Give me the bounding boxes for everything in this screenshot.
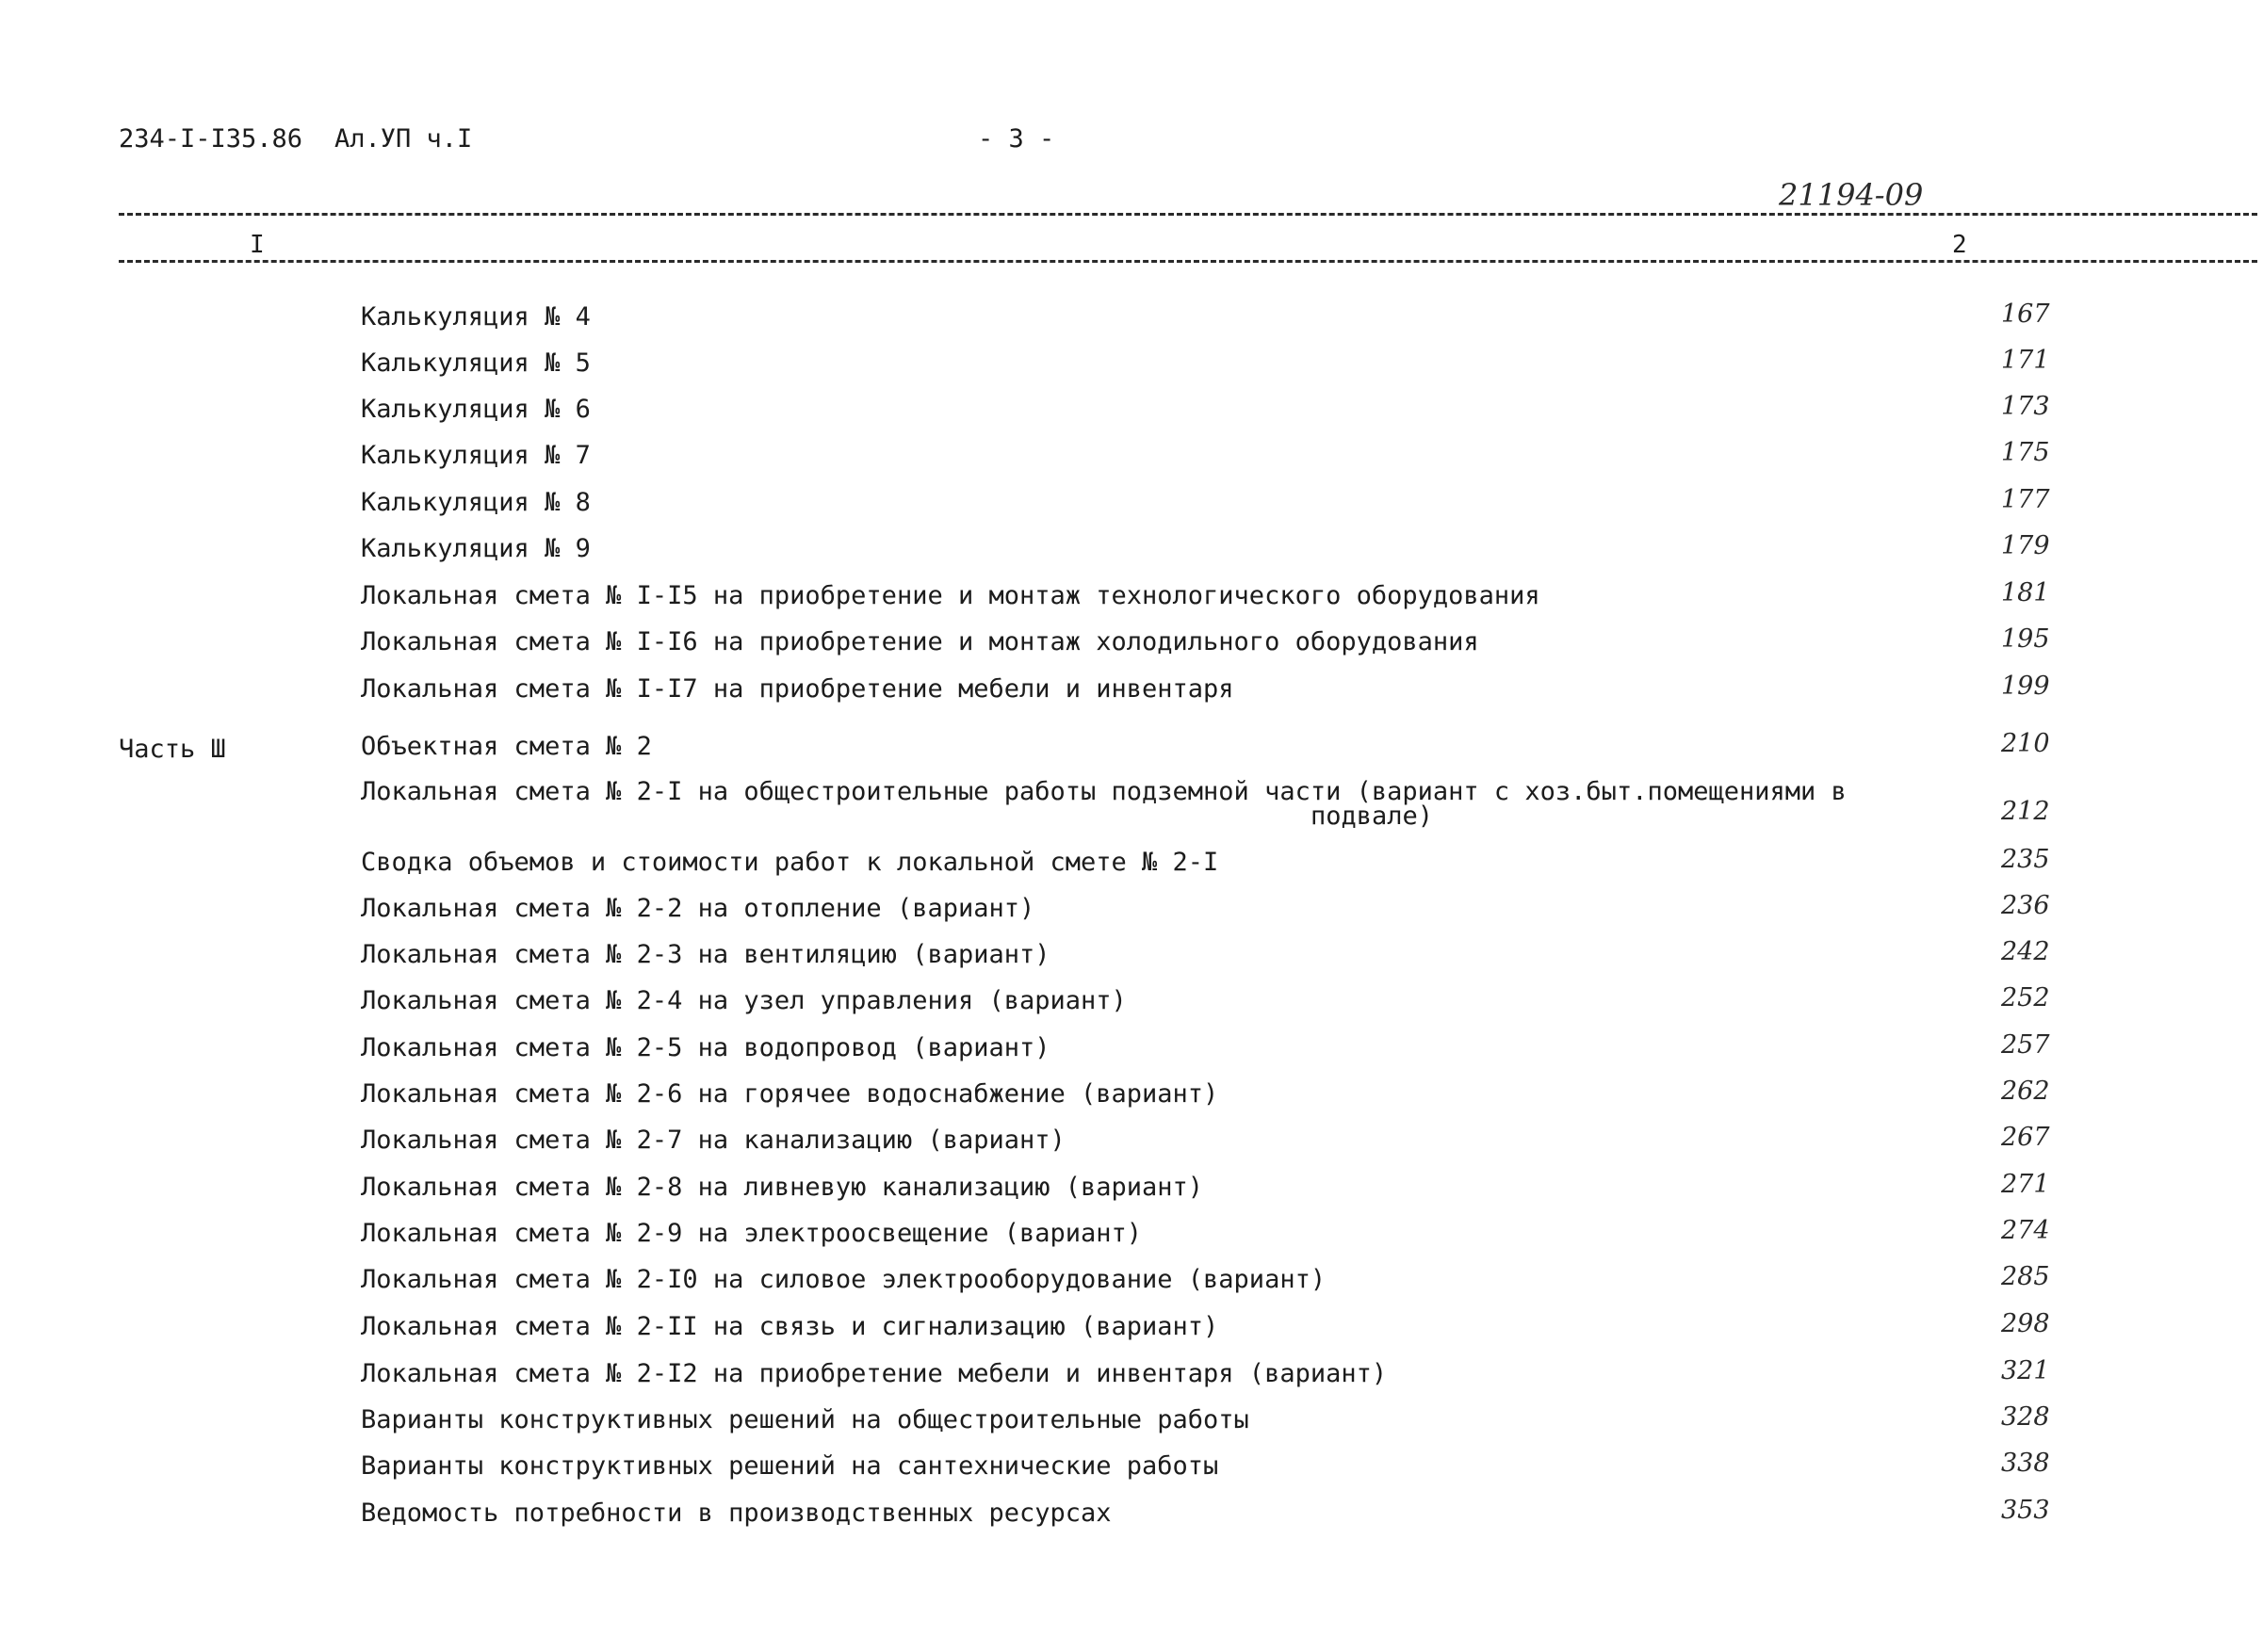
toc-row xyxy=(0,1166,2263,1211)
toc-row xyxy=(0,296,2263,341)
entry-page-number: 353 xyxy=(2001,1496,2050,1525)
entry-title-line: Локальная смета № 2-I на общестроительные работы подземной части (вариант с хоз.быт.помещениями в xyxy=(361,777,1847,806)
entry-title-line: Калькуляция № 5 xyxy=(361,348,591,378)
entry-title xyxy=(361,1498,1112,1528)
toc-row xyxy=(0,1027,2263,1072)
entry-page-number: 298 xyxy=(2001,1309,2050,1338)
entry-title xyxy=(361,1079,1219,1109)
entry-title xyxy=(361,1128,1066,1153)
toc-row xyxy=(0,1352,2263,1398)
entry-title-line: Локальная смета № 2-3 на вентиляцию (вариант) xyxy=(361,940,1050,969)
toc-row xyxy=(0,1399,2263,1444)
entry-page-number: 199 xyxy=(2001,672,2050,701)
toc-row xyxy=(0,1119,2263,1164)
entry-title xyxy=(361,1451,1219,1481)
toc-row xyxy=(0,770,2263,831)
entry-page-number: 274 xyxy=(2001,1216,2050,1245)
part-label: Часть Ш xyxy=(119,735,226,764)
entry-page-number: 173 xyxy=(2001,392,2050,421)
toc-row xyxy=(0,1212,2263,1257)
entry-title-line: Локальная смета № 2-4 на узел управления (вариант) xyxy=(361,986,1127,1015)
entry-title-line: Объектная смета № 2 xyxy=(361,732,652,761)
entry-page-number: 252 xyxy=(2001,983,2050,1012)
entry-page-number: 235 xyxy=(2001,845,2050,874)
entry-page-number: 167 xyxy=(2001,300,2050,329)
entry-title xyxy=(361,1405,1249,1434)
entry-title-line: Ведомость потребности в производственных ресурсах xyxy=(361,1498,1112,1528)
entry-page-number: 236 xyxy=(2001,891,2050,920)
entry-page-number: 179 xyxy=(2001,531,2050,560)
entry-title-line: Локальная смета № 2-9 на электроосвещение (вариант) xyxy=(361,1219,1143,1248)
entry-title xyxy=(361,1312,1219,1341)
entry-title-line: Локальная смета № 2-7 на канализацию (вариант) xyxy=(361,1126,1066,1155)
entry-title xyxy=(361,674,1234,704)
entry-page-number: 212 xyxy=(2001,797,2050,826)
entry-title xyxy=(361,441,591,470)
toc-row xyxy=(0,668,2263,713)
entry-title-line: Калькуляция № 7 xyxy=(361,441,591,470)
toc-row xyxy=(0,481,2263,526)
entry-title-line: Сводка объемов и стоимости работ к локальной смете № 2-I xyxy=(361,848,1219,877)
entry-title xyxy=(361,1175,1203,1200)
entry-page-number: 271 xyxy=(2001,1170,2050,1199)
entry-page-number: 195 xyxy=(2001,624,2050,654)
entry-title-line: Локальная смета № 2-II на связь и сигнализацию (вариант) xyxy=(361,1312,1219,1341)
toc-row xyxy=(0,1258,2263,1304)
toc-row xyxy=(0,1073,2263,1118)
entry-page-number: 181 xyxy=(2001,578,2050,607)
entry-page-number: 242 xyxy=(2001,937,2050,966)
document-code: 234-I-I35.86 xyxy=(119,124,303,154)
entry-title xyxy=(361,581,1540,610)
toc-row xyxy=(0,388,2263,433)
entry-title-line: Калькуляция № 4 xyxy=(361,302,591,332)
entry-title-line: Локальная смета № 2-8 на ливневую канализацию (вариант) xyxy=(361,1173,1204,1202)
entry-title xyxy=(361,488,591,517)
entry-page-number: 285 xyxy=(2001,1262,2050,1291)
entry-title-line: Локальная смета № I-I5 на приобретение и монтаж технологического оборудования xyxy=(361,581,1540,610)
entry-title xyxy=(361,1265,1327,1294)
entry-page-number: 177 xyxy=(2001,485,2050,514)
entry-title-line: Локальная смета № I-I6 на приобретение и монтаж холодильного оборудования xyxy=(361,627,1479,656)
entry-page-number: 257 xyxy=(2001,1030,2050,1060)
entry-page-number: 175 xyxy=(2001,438,2050,467)
toc-row xyxy=(0,841,2263,886)
column-number-right: 2 xyxy=(1952,231,1967,259)
entry-title xyxy=(361,1033,1050,1062)
toc-row xyxy=(0,1492,2263,1537)
entry-title xyxy=(361,627,1479,656)
entry-title-line: Варианты конструктивных решений на сантехнические работы xyxy=(361,1451,1219,1481)
entry-title-line: Локальная смета № 2-I2 на приобретение мебели и инвентаря (вариант) xyxy=(361,1359,1388,1388)
entry-page-number: 171 xyxy=(2001,346,2050,375)
toc-row xyxy=(0,342,2263,387)
entry-page-number: 328 xyxy=(2001,1402,2050,1432)
toc-row xyxy=(0,887,2263,932)
entry-title-line: Локальная смета № 2-I0 на силовое электрооборудование (вариант) xyxy=(361,1265,1327,1294)
entry-title xyxy=(361,894,1035,923)
entry-page-number: 267 xyxy=(2001,1123,2050,1152)
entry-title-line: Варианты конструктивных решений на общестроительные работы xyxy=(361,1405,1249,1434)
entry-title xyxy=(361,777,1847,831)
entry-page-number: 262 xyxy=(2001,1077,2050,1106)
toc-row xyxy=(0,621,2263,666)
entry-title-line: Калькуляция № 9 xyxy=(361,534,591,563)
toc-row xyxy=(0,1305,2263,1351)
entry-page-number: 210 xyxy=(2001,729,2050,758)
top-dashed-rule xyxy=(119,213,2257,216)
entry-title-line: Локальная смета № 2-5 на водопровод (вариант) xyxy=(361,1033,1050,1062)
entry-title-line: Локальная смета № 2-6 на горячее водоснабжение (вариант) xyxy=(361,1079,1219,1109)
entry-title xyxy=(361,850,1218,875)
column-number-left: I xyxy=(250,231,265,259)
entry-page-number: 338 xyxy=(2001,1449,2050,1478)
album-label: Ал.УП ч.I xyxy=(334,124,473,154)
entry-title-line: Локальная смета № 2-2 на отопление (вариант) xyxy=(361,894,1035,923)
entry-title xyxy=(361,986,1127,1015)
handwritten-stamp: 21194-09 xyxy=(1779,177,1924,213)
entry-title xyxy=(361,1359,1388,1388)
toc-row xyxy=(0,980,2263,1025)
entry-title xyxy=(361,940,1050,969)
toc-row xyxy=(0,575,2263,620)
toc-row xyxy=(0,1445,2263,1490)
toc-row xyxy=(0,933,2263,979)
entry-title xyxy=(361,732,652,761)
page-number: - 3 - xyxy=(978,124,1055,154)
entry-title xyxy=(361,348,591,378)
toc-row xyxy=(0,527,2263,573)
entry-title-continuation: подвале) xyxy=(1311,802,1434,831)
entry-title-line: Калькуляция № 8 xyxy=(361,488,591,517)
entry-title xyxy=(361,397,591,422)
entry-title-line: Калькуляция № 6 xyxy=(361,395,591,424)
toc-row xyxy=(0,725,2263,770)
entry-title xyxy=(361,302,591,332)
entry-title xyxy=(361,534,591,563)
entry-title xyxy=(361,1219,1143,1248)
column-header-dashed-rule xyxy=(119,260,2257,263)
toc-row xyxy=(0,434,2263,479)
entry-page-number: 321 xyxy=(2001,1356,2050,1385)
entry-title-line: Локальная смета № I-I7 на приобретение мебели и инвентаря xyxy=(361,674,1234,704)
